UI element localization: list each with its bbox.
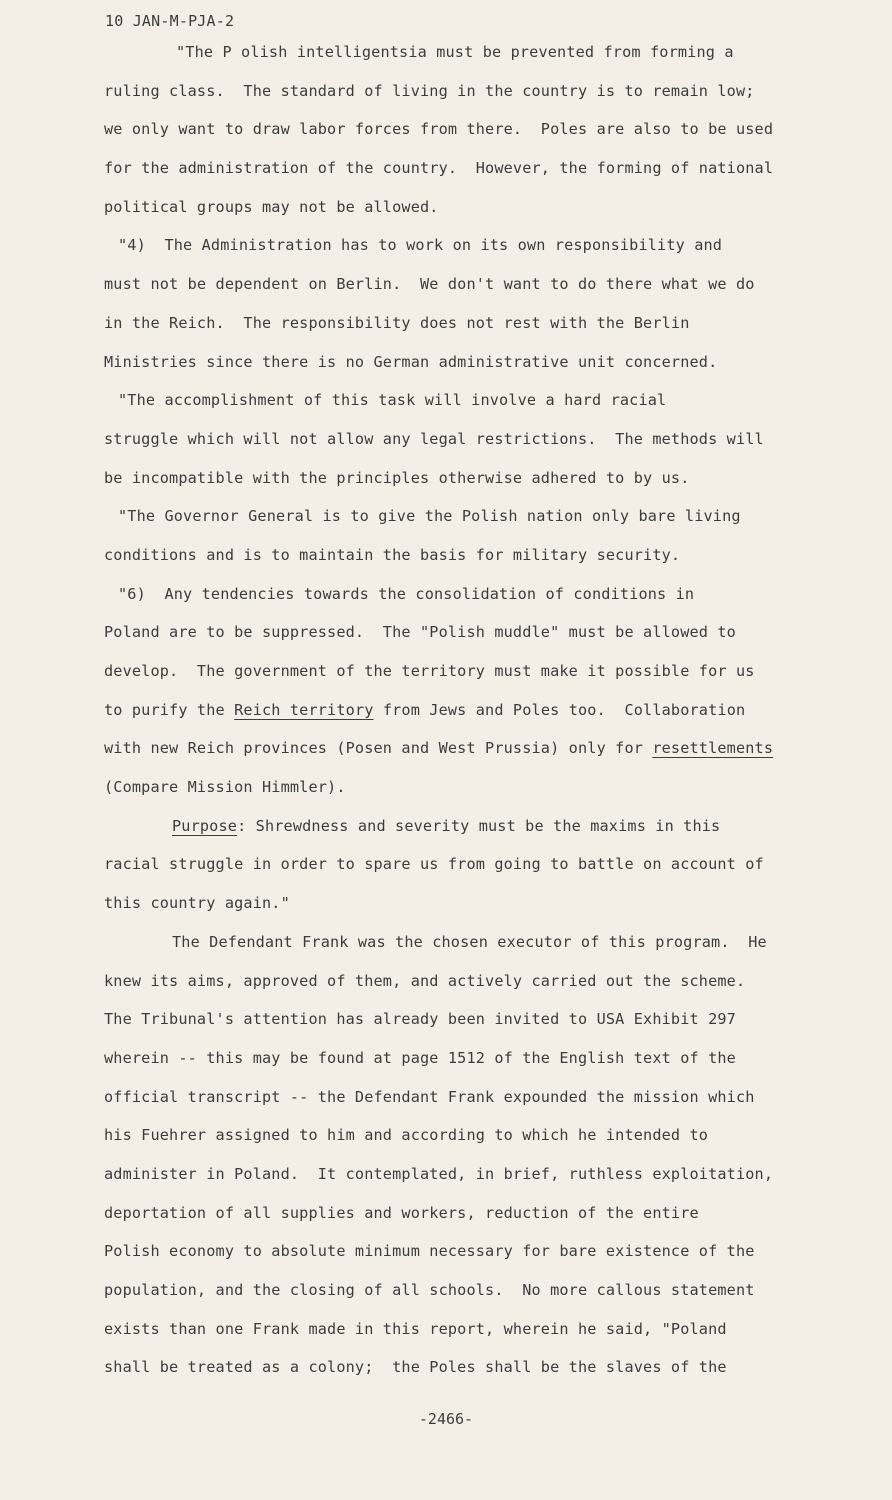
document-body — [104, 33, 829, 1387]
text-line: "The accomplishment of this task will involve a hard racial — [118, 391, 667, 410]
text-line: (Compare Mission Himmler). — [104, 778, 346, 797]
text-segment: with new Reich provinces (Posen and West Prussia) only for — [104, 739, 653, 758]
text-line: conditions and is to maintain the basis for military security. — [104, 545, 681, 564]
text-line: population, and the closing of all schools. No more callous statement — [104, 1281, 755, 1299]
text-line: exists than one Frank made in this report, wherein he said, "Poland — [104, 1319, 727, 1338]
text-segment: from Jews and Poles too. Collaboration — [373, 700, 746, 719]
text-line: be incompatible with the principles otherwise adhered to by us. — [104, 468, 690, 487]
text-line: Ministries since there is no German administrative unit concerned. — [104, 352, 718, 371]
underlined-text: Purpose — [172, 816, 238, 835]
text-line: develop. The government of the territory must make it possible for us — [104, 662, 755, 680]
underlined-text: resettlements — [652, 739, 774, 758]
text-line: "The Governor General is to give the Polish nation only bare living — [118, 507, 741, 526]
text-line: shall be treated as a colony; the Poles shall be the slaves of the — [104, 1358, 727, 1377]
text-line: administer in Poland. It contemplated, in brief, ruthless exploitation, — [104, 1164, 774, 1183]
text-line: "6) Any tendencies towards the consolidation of conditions in — [118, 584, 695, 603]
text-line — [104, 807, 829, 846]
text-line: in the Reich. The responsibility does not rest with the Berlin — [104, 313, 690, 332]
text-line: Polish economy to absolute minimum necessary for bare existence of the — [104, 1242, 755, 1261]
page-number: -2466- — [418, 1410, 474, 1428]
text-line: political groups may not be allowed. — [104, 197, 439, 216]
text-line: racial struggle in order to spare us from going to battle on account of — [104, 855, 764, 874]
text-line: The Tribunal's attention has already been invited to USA Exhibit 297 — [104, 1010, 736, 1029]
text-line: we only want to draw labor forces from there. Poles are also to be used — [104, 120, 774, 139]
text-segment: : Shrewdness and severity must be the maxims in this — [237, 816, 721, 835]
text-line: The Defendant Frank was the chosen executor of this program. He — [172, 932, 767, 951]
document-header: 10 JAN-M-PJA-2 — [105, 12, 235, 30]
text-line — [104, 729, 829, 768]
text-segment: to purify the — [104, 700, 235, 719]
underlined-text: Reich territory — [234, 700, 374, 719]
text-line: official transcript -- the Defendant Frank expounded the mission which — [104, 1087, 755, 1106]
text-line: this country again." — [104, 894, 290, 913]
text-line: Poland are to be suppressed. The "Polish muddle" must be allowed to — [104, 623, 736, 642]
text-line: for the administration of the country. However, the forming of national — [104, 159, 774, 178]
text-line: "The P olish intelligentsia must be prevented from forming a — [176, 43, 734, 61]
text-line — [104, 691, 829, 730]
text-line: ruling class. The standard of living in the country is to remain low; — [104, 81, 755, 100]
text-line: deportation of all supplies and workers, reduction of the entire — [104, 1203, 699, 1222]
text-line: "4) The Administration has to work on its own responsibility and — [118, 236, 723, 255]
text-line: struggle which will not allow any legal restrictions. The methods will — [104, 429, 764, 448]
text-line: his Fuehrer assigned to him and according to which he intended to — [104, 1126, 709, 1145]
text-line: wherein -- this may be found at page 1512 of the English text of the — [104, 1048, 736, 1067]
text-line: must not be dependent on Berlin. We don't want to do there what we do — [104, 275, 755, 294]
text-line: knew its aims, approved of them, and actively carried out the scheme. — [104, 971, 746, 990]
